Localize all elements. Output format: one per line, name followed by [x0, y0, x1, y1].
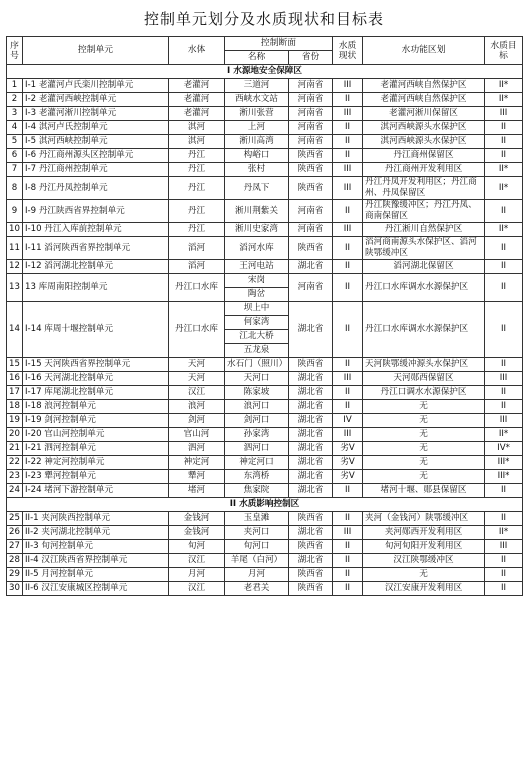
- row-zone: 淇河西峡源头水保护区: [363, 135, 485, 149]
- row-unit: I-9 丹江陕西省界控制单元: [23, 200, 169, 223]
- row-province: 湖北省: [289, 526, 333, 540]
- table-row: [7, 79, 523, 93]
- header-name: 名称: [225, 51, 289, 65]
- row-province: 湖北省: [289, 302, 333, 358]
- section-name-item: 陶岔: [225, 287, 289, 301]
- row-unit: I-24 堵河下游控制单元: [23, 484, 169, 498]
- row-zone: 堵河十堰、郧县保留区: [363, 484, 485, 498]
- row-seq: 8: [7, 177, 23, 200]
- row-unit: I-7 丹江商州控制单元: [23, 163, 169, 177]
- row-seq: 26: [7, 526, 23, 540]
- table-row: [7, 386, 523, 400]
- row-zone: 无: [363, 400, 485, 414]
- row-target: III: [485, 107, 523, 121]
- row-province: 陕西省: [289, 582, 333, 596]
- row-water: 滔河: [169, 237, 225, 260]
- row-status: II: [333, 358, 363, 372]
- row-section-name: 构峪口: [225, 149, 289, 163]
- row-unit: I-3 老灌河淅川控制单元: [23, 107, 169, 121]
- row-target: II: [485, 302, 523, 358]
- row-section-name: 夹河口: [225, 526, 289, 540]
- row-status: II: [333, 484, 363, 498]
- row-seq: 22: [7, 456, 23, 470]
- row-seq: 2: [7, 93, 23, 107]
- section-label: I 水源地安全保障区: [7, 65, 523, 79]
- row-target: II: [485, 260, 523, 274]
- row-target: III: [485, 414, 523, 428]
- row-status: II: [333, 400, 363, 414]
- row-section-name: 淅川高湾: [225, 135, 289, 149]
- row-target: III*: [485, 470, 523, 484]
- table-row: [7, 540, 523, 554]
- row-unit: 13 库周南阳控制单元: [23, 274, 169, 302]
- row-zone: 丹江陕豫缓冲区；丹江丹凤、商南保留区: [363, 200, 485, 223]
- row-water: 老灌河: [169, 79, 225, 93]
- row-section-name: 月河: [225, 568, 289, 582]
- row-zone: 丹江口水库调水水源保护区: [363, 274, 485, 302]
- row-province: 陕西省: [289, 540, 333, 554]
- row-unit: I-11 滔河陕西省界控制单元: [23, 237, 169, 260]
- section-name-item: 江北大桥: [225, 329, 289, 343]
- row-target: II: [485, 200, 523, 223]
- row-section-name: 焦家院: [225, 484, 289, 498]
- table-row: [7, 456, 523, 470]
- row-target: II: [485, 237, 523, 260]
- table-row: [7, 223, 523, 237]
- row-unit: I-14 库周十堰控制单元: [23, 302, 169, 358]
- row-province: 湖北省: [289, 260, 333, 274]
- table-row: [7, 568, 523, 582]
- row-target: II*: [485, 428, 523, 442]
- row-section-name: 玉皇滩: [225, 512, 289, 526]
- section-name-item: 坝上中: [243, 303, 270, 313]
- row-zone: 旬河旬阳开发利用区: [363, 540, 485, 554]
- row-seq: 21: [7, 442, 23, 456]
- row-seq: 15: [7, 358, 23, 372]
- row-seq: 14: [7, 302, 23, 358]
- control-unit-table: [6, 36, 523, 596]
- section-name-item: 何家湾: [225, 315, 289, 329]
- row-status: IV: [333, 414, 363, 428]
- row-target: II: [485, 582, 523, 596]
- row-section-name: 东湾桥: [225, 470, 289, 484]
- row-unit: II-3 旬河控制单元: [23, 540, 169, 554]
- row-province: 陕西省: [289, 512, 333, 526]
- row-section-name: 丹凤下: [225, 177, 289, 200]
- row-section-name: 滔河水库: [225, 237, 289, 260]
- row-target: II*: [485, 177, 523, 200]
- row-status: III: [333, 177, 363, 200]
- row-zone: 丹江口调水水源保护区: [363, 386, 485, 400]
- row-status: III: [333, 372, 363, 386]
- row-province: 河南省: [289, 223, 333, 237]
- row-section-name: 淅川史家湾: [225, 223, 289, 237]
- header-status: 水质现状: [333, 37, 363, 65]
- row-status: II: [333, 135, 363, 149]
- row-water: 犟河: [169, 470, 225, 484]
- row-target: II*: [485, 223, 523, 237]
- row-province: 湖北省: [289, 414, 333, 428]
- row-section-name: 孙家湾: [225, 428, 289, 442]
- row-status: III: [333, 223, 363, 237]
- row-status: II: [333, 93, 363, 107]
- header-seq: 序号: [7, 37, 23, 65]
- row-status: 劣V: [333, 456, 363, 470]
- row-water: 金钱河: [169, 512, 225, 526]
- row-target: II*: [485, 526, 523, 540]
- row-unit: I-5 淇河西峡控制单元: [23, 135, 169, 149]
- row-water: 旬河: [169, 540, 225, 554]
- table-row: [7, 260, 523, 274]
- row-water: 丹江口水库: [169, 274, 225, 302]
- row-section-name: [225, 274, 289, 302]
- row-seq: 16: [7, 372, 23, 386]
- row-section-name: 旬河口: [225, 540, 289, 554]
- row-zone: 无: [363, 442, 485, 456]
- row-water: 滔河: [169, 260, 225, 274]
- row-zone: 天河郧西保留区: [363, 372, 485, 386]
- row-seq: 1: [7, 79, 23, 93]
- row-unit: I-2 老灌河西峡控制单元: [23, 93, 169, 107]
- row-unit: II-6 汉江安康城区控制单元: [23, 582, 169, 596]
- row-zone: 丹江丹凤开发利用区；丹江商州、丹凤保留区: [363, 177, 485, 200]
- row-seq: 19: [7, 414, 23, 428]
- row-water: 汉江: [169, 386, 225, 400]
- row-unit: II-2 夹河湖北控制单元: [23, 526, 169, 540]
- row-unit: I-22 神定河控制单元: [23, 456, 169, 470]
- row-target: II: [485, 512, 523, 526]
- row-province: 河南省: [289, 93, 333, 107]
- row-section-name: 王河电站: [225, 260, 289, 274]
- row-section-name: 羊尾（白河）: [225, 554, 289, 568]
- table-row: [7, 554, 523, 568]
- row-status: II: [333, 540, 363, 554]
- row-water: 天河: [169, 358, 225, 372]
- table-row: [7, 414, 523, 428]
- row-status: II: [333, 274, 363, 302]
- row-seq: 18: [7, 400, 23, 414]
- table-row: [7, 358, 523, 372]
- section-row: [7, 65, 523, 79]
- row-section-name: 张村: [225, 163, 289, 177]
- row-water: 老灌河: [169, 93, 225, 107]
- header-water: 水体: [169, 37, 225, 65]
- row-target: II: [485, 358, 523, 372]
- header-target: 水质目标: [485, 37, 523, 65]
- row-seq: 25: [7, 512, 23, 526]
- row-zone: 丹江商州保留区: [363, 149, 485, 163]
- row-seq: 28: [7, 554, 23, 568]
- row-seq: 6: [7, 149, 23, 163]
- row-seq: 12: [7, 260, 23, 274]
- table-row: [7, 302, 523, 358]
- row-unit: I-19 剑河控制单元: [23, 414, 169, 428]
- table-row: [7, 470, 523, 484]
- header-section: 控制断面: [225, 37, 333, 51]
- row-target: II*: [485, 163, 523, 177]
- row-status: II: [333, 121, 363, 135]
- row-section-name: 老君关: [225, 582, 289, 596]
- row-zone: 无: [363, 470, 485, 484]
- row-target: II: [485, 274, 523, 302]
- row-status: II: [333, 260, 363, 274]
- row-target: II: [485, 568, 523, 582]
- row-section-name: 神定河口: [225, 456, 289, 470]
- header-zone: 水功能区划: [363, 37, 485, 65]
- row-water: 丹江: [169, 223, 225, 237]
- row-zone: 无: [363, 428, 485, 442]
- row-target: III*: [485, 456, 523, 470]
- row-status: II: [333, 568, 363, 582]
- header-unit: 控制单元: [23, 37, 169, 65]
- row-water: 淇河: [169, 121, 225, 135]
- row-province: 湖北省: [289, 554, 333, 568]
- row-seq: 10: [7, 223, 23, 237]
- row-status: II: [333, 237, 363, 260]
- row-status: II: [333, 386, 363, 400]
- row-unit: II-5 月河控制单元: [23, 568, 169, 582]
- table-row: [7, 526, 523, 540]
- table-row: [7, 428, 523, 442]
- row-status: III: [333, 526, 363, 540]
- section-name-item: 五龙泉: [225, 343, 289, 357]
- row-status: II: [333, 302, 363, 358]
- row-seq: 30: [7, 582, 23, 596]
- table-row: [7, 400, 523, 414]
- row-seq: 9: [7, 200, 23, 223]
- row-zone: 无: [363, 456, 485, 470]
- row-section-name: 剑河口: [225, 414, 289, 428]
- row-province: 河南省: [289, 107, 333, 121]
- row-seq: 13: [7, 274, 23, 302]
- row-province: 河南省: [289, 121, 333, 135]
- row-section-name: 上河: [225, 121, 289, 135]
- row-seq: 23: [7, 470, 23, 484]
- row-province: 陕西省: [289, 358, 333, 372]
- row-unit: I-6 丹江商州源头区控制单元: [23, 149, 169, 163]
- row-zone: 滔河湖北保留区: [363, 260, 485, 274]
- row-status: 劣V: [333, 442, 363, 456]
- row-water: 泗河: [169, 442, 225, 456]
- row-target: II: [485, 386, 523, 400]
- row-province: 河南省: [289, 274, 333, 302]
- row-zone: 丹江淅川自然保护区: [363, 223, 485, 237]
- row-seq: 24: [7, 484, 23, 498]
- row-unit: II-1 夹河陕西控制单元: [23, 512, 169, 526]
- row-target: II: [485, 400, 523, 414]
- row-water: 丹江: [169, 149, 225, 163]
- row-seq: 3: [7, 107, 23, 121]
- row-status: II: [333, 200, 363, 223]
- row-status: III: [333, 163, 363, 177]
- row-province: 河南省: [289, 135, 333, 149]
- row-seq: 20: [7, 428, 23, 442]
- table-row: [7, 121, 523, 135]
- row-province: 湖北省: [289, 428, 333, 442]
- row-zone: 滔河商南源头水保护区、滔河陕鄂缓冲区: [363, 237, 485, 260]
- row-section-name: 淅川张营: [225, 107, 289, 121]
- row-zone: 老灌河西峡自然保护区: [363, 93, 485, 107]
- row-seq: 4: [7, 121, 23, 135]
- row-seq: 27: [7, 540, 23, 554]
- row-zone: 丹江口水库调水水源保护区: [363, 302, 485, 358]
- row-unit: I-10 丹江入库前控制单元: [23, 223, 169, 237]
- row-seq: 17: [7, 386, 23, 400]
- table-row: [7, 442, 523, 456]
- row-province: 陕西省: [289, 568, 333, 582]
- row-zone: 夹河郧西开发利用区: [363, 526, 485, 540]
- row-section-name: 天河口: [225, 372, 289, 386]
- row-status: II: [333, 149, 363, 163]
- row-target: II: [485, 484, 523, 498]
- row-seq: 7: [7, 163, 23, 177]
- table-row: [7, 163, 523, 177]
- row-status: III: [333, 79, 363, 93]
- row-zone: 天河陕鄂缓冲源头水保护区: [363, 358, 485, 372]
- row-water: 金钱河: [169, 526, 225, 540]
- row-target: II: [485, 149, 523, 163]
- table-row: [7, 107, 523, 121]
- row-target: II*: [485, 93, 523, 107]
- section-row: [7, 498, 523, 512]
- section-name-item: 宋岗: [247, 275, 266, 285]
- row-zone: 无: [363, 414, 485, 428]
- row-status: III: [333, 428, 363, 442]
- row-status: II: [333, 582, 363, 596]
- table-row: [7, 200, 523, 223]
- table-row: [7, 135, 523, 149]
- row-unit: I-18 浪河控制单元: [23, 400, 169, 414]
- row-province: 湖北省: [289, 372, 333, 386]
- table-row: [7, 484, 523, 498]
- row-target: II: [485, 121, 523, 135]
- header-province: 省份: [289, 51, 333, 65]
- row-target: III: [485, 540, 523, 554]
- row-zone: 汉江安康开发利用区: [363, 582, 485, 596]
- row-seq: 11: [7, 237, 23, 260]
- row-water: 丹江: [169, 200, 225, 223]
- row-province: 湖北省: [289, 442, 333, 456]
- table-row: [7, 93, 523, 107]
- row-province: 陕西省: [289, 237, 333, 260]
- row-province: 陕西省: [289, 177, 333, 200]
- row-water: 汉江: [169, 582, 225, 596]
- row-province: 河南省: [289, 79, 333, 93]
- row-unit: I-4 淇河卢氏控制单元: [23, 121, 169, 135]
- row-zone: 老灌河淅川保留区: [363, 107, 485, 121]
- row-section-name: 浪河口: [225, 400, 289, 414]
- row-zone: 丹江商州开发利用区: [363, 163, 485, 177]
- row-province: 陕西省: [289, 149, 333, 163]
- table-row: [7, 512, 523, 526]
- row-province: 湖北省: [289, 470, 333, 484]
- row-unit: I-16 天河湖北控制单元: [23, 372, 169, 386]
- row-section-name: 三道河: [225, 79, 289, 93]
- row-water: 天河: [169, 372, 225, 386]
- row-province: 湖北省: [289, 484, 333, 498]
- row-status: II: [333, 512, 363, 526]
- row-unit: I-1 老灌河卢氏栾川控制单元: [23, 79, 169, 93]
- row-target: II*: [485, 79, 523, 93]
- row-unit: I-12 滔河湖北控制单元: [23, 260, 169, 274]
- row-water: 浪河: [169, 400, 225, 414]
- row-unit: I-8 丹江丹凤控制单元: [23, 177, 169, 200]
- row-water: 丹江: [169, 177, 225, 200]
- row-section-name: 陈家坡: [225, 386, 289, 400]
- table-row: [7, 372, 523, 386]
- row-section-name: 水石门（照川）: [225, 358, 289, 372]
- row-zone: 夹河（金钱河）陕鄂缓冲区: [363, 512, 485, 526]
- row-water: 官山河: [169, 428, 225, 442]
- row-water: 月河: [169, 568, 225, 582]
- row-unit: II-4 汉江陕西省界控制单元: [23, 554, 169, 568]
- page-title: 控制单元划分及水质现状和目标表: [143, 10, 384, 28]
- row-water: 汉江: [169, 554, 225, 568]
- row-province: 湖北省: [289, 400, 333, 414]
- table-row: [7, 149, 523, 163]
- row-province: 河南省: [289, 200, 333, 223]
- row-target: II: [485, 135, 523, 149]
- row-unit: I-23 犟河控制单元: [23, 470, 169, 484]
- table-row: [7, 177, 523, 200]
- row-water: 老灌河: [169, 107, 225, 121]
- row-target: IV*: [485, 442, 523, 456]
- row-province: 湖北省: [289, 456, 333, 470]
- row-zone: 淇河西峡源头水保护区: [363, 121, 485, 135]
- row-section-name: [225, 302, 289, 358]
- table-row: [7, 582, 523, 596]
- row-water: 堵河: [169, 484, 225, 498]
- row-province: 陕西省: [289, 163, 333, 177]
- row-zone: 老灌河西峡自然保护区: [363, 79, 485, 93]
- row-target: III: [485, 372, 523, 386]
- row-section-name: 泗河口: [225, 442, 289, 456]
- row-zone: 汉江陕鄂缓冲区: [363, 554, 485, 568]
- row-status: III: [333, 107, 363, 121]
- row-water: 淇河: [169, 135, 225, 149]
- row-unit: I-17 库尾湖北控制单元: [23, 386, 169, 400]
- row-target: II: [485, 554, 523, 568]
- row-seq: 5: [7, 135, 23, 149]
- row-status: II: [333, 554, 363, 568]
- row-status: 劣V: [333, 470, 363, 484]
- section-label: II 水质影响控制区: [7, 498, 523, 512]
- table-row: [7, 274, 523, 302]
- row-section-name: 淅川荆紫关: [225, 200, 289, 223]
- row-unit: I-21 泗河控制单元: [23, 442, 169, 456]
- row-section-name: 西峡水文站: [225, 93, 289, 107]
- table-row: [7, 237, 523, 260]
- table-body: [7, 65, 523, 596]
- row-water: 丹江口水库: [169, 302, 225, 358]
- row-water: 丹江: [169, 163, 225, 177]
- row-seq: 29: [7, 568, 23, 582]
- row-province: 湖北省: [289, 386, 333, 400]
- row-water: 神定河: [169, 456, 225, 470]
- row-unit: I-15 天河陕西省界控制单元: [23, 358, 169, 372]
- row-unit: I-20 官山河控制单元: [23, 428, 169, 442]
- row-water: 剑河: [169, 414, 225, 428]
- row-zone: 无: [363, 568, 485, 582]
